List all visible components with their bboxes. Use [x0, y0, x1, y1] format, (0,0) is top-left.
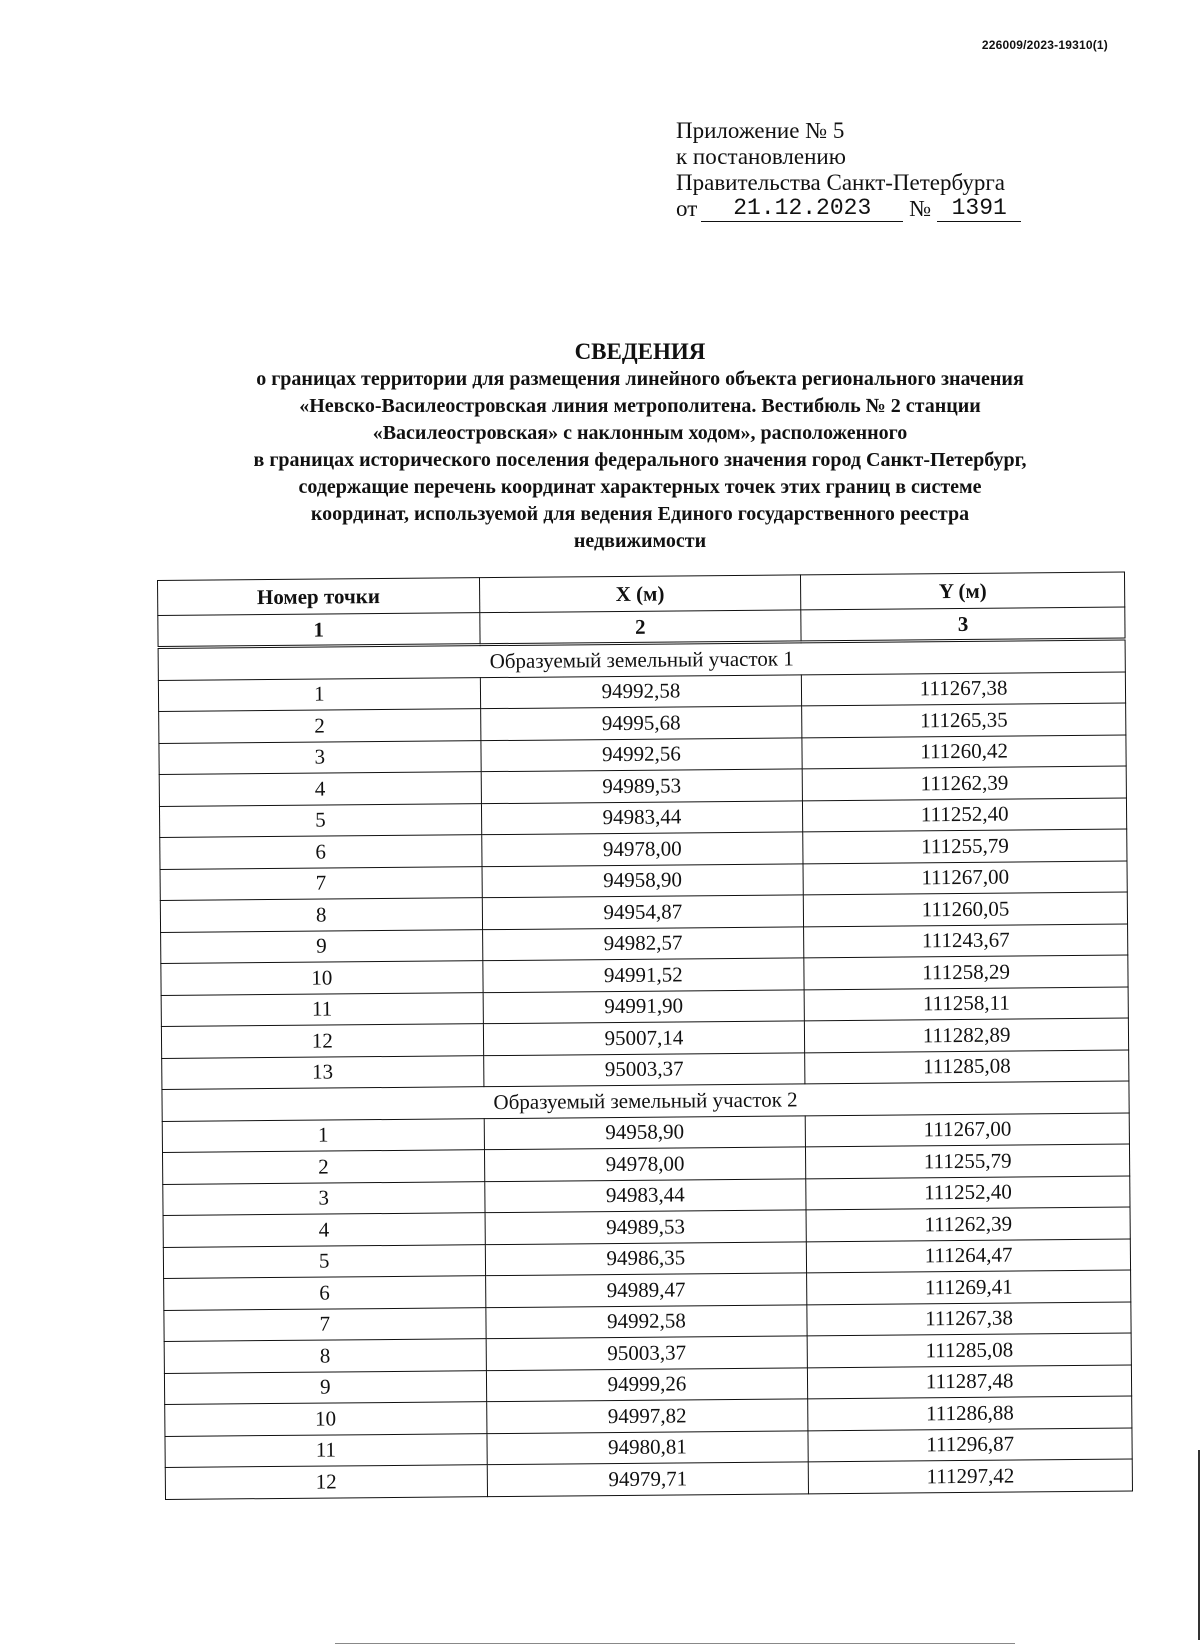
x-coordinate-cell: 94992,56	[480, 737, 802, 771]
appendix-line-2: к постановлению	[676, 144, 846, 169]
column-number: 1	[158, 613, 480, 648]
point-number-cell: 3	[163, 1181, 485, 1215]
y-coordinate-cell: 111255,79	[803, 829, 1127, 863]
header-x: X (м)	[479, 575, 801, 613]
title-main: СВЕДЕНИЯ	[574, 339, 706, 364]
y-coordinate-cell: 111282,89	[805, 1018, 1129, 1052]
x-coordinate-cell: 94989,53	[485, 1210, 807, 1244]
document-title	[150, 338, 1130, 555]
y-coordinate-cell: 111267,38	[807, 1302, 1131, 1336]
x-coordinate-cell: 94978,00	[481, 832, 803, 866]
point-number-cell: 11	[161, 992, 483, 1026]
title-line: координат, используемой для ведения Единого государственного реестра	[310, 503, 970, 525]
y-coordinate-cell: 111267,00	[805, 1113, 1129, 1147]
appendix-block	[676, 118, 1036, 222]
point-number-cell: 2	[162, 1150, 484, 1184]
x-coordinate-cell: 94986,35	[485, 1241, 807, 1275]
x-coordinate-cell: 94991,90	[483, 989, 805, 1023]
point-number-cell: 7	[164, 1307, 486, 1341]
point-number-cell: 2	[159, 709, 481, 743]
coordinates-table	[157, 572, 1133, 1500]
point-number-cell: 4	[159, 772, 481, 806]
y-coordinate-cell: 111286,88	[808, 1396, 1132, 1430]
point-number-cell: 8	[164, 1339, 486, 1373]
number-label: №	[909, 196, 932, 221]
y-coordinate-cell: 111265,35	[802, 703, 1126, 737]
point-number-cell: 8	[160, 898, 482, 932]
y-coordinate-cell: 111255,79	[806, 1144, 1130, 1178]
title-line: о границах территории для размещения линейного объекта регионального значения	[256, 368, 1024, 390]
appendix-line-1: Приложение № 5	[676, 118, 845, 143]
appendix-line-3: Правительства Санкт-Петербурга	[676, 170, 1005, 195]
point-number-cell: 9	[164, 1370, 486, 1404]
x-coordinate-cell: 94983,44	[484, 1178, 806, 1212]
y-coordinate-cell: 111243,67	[804, 924, 1128, 958]
x-coordinate-cell: 94954,87	[482, 895, 804, 929]
header-point-number: Номер точки	[158, 578, 480, 616]
x-coordinate-cell: 94989,53	[481, 769, 803, 803]
x-coordinate-cell: 94995,68	[480, 706, 802, 740]
point-number-cell: 1	[162, 1118, 484, 1152]
y-coordinate-cell: 111252,40	[806, 1176, 1130, 1210]
y-coordinate-cell: 111297,42	[808, 1459, 1132, 1493]
y-coordinate-cell: 111267,38	[802, 672, 1126, 706]
x-coordinate-cell: 94997,82	[486, 1399, 808, 1433]
x-coordinate-cell: 94991,52	[482, 958, 804, 992]
y-coordinate-cell: 111269,41	[807, 1270, 1131, 1304]
header-y: Y (м)	[801, 572, 1125, 610]
y-coordinate-cell: 111287,48	[808, 1365, 1132, 1399]
x-coordinate-cell: 95003,37	[486, 1336, 808, 1370]
y-coordinate-cell: 111260,05	[804, 892, 1128, 926]
section-title: Образуемый земельный участок 1	[158, 639, 1125, 680]
column-number: 3	[801, 607, 1125, 642]
y-coordinate-cell: 111264,47	[807, 1239, 1131, 1273]
decree-number: 1391	[937, 197, 1021, 222]
point-number-cell: 5	[159, 803, 481, 837]
title-line: содержащие перечень координат характерных точек этих границ в системе	[298, 476, 982, 498]
y-coordinate-cell: 111258,29	[804, 955, 1128, 989]
y-coordinate-cell: 111262,39	[802, 766, 1126, 800]
y-coordinate-cell: 111285,08	[807, 1333, 1131, 1367]
table-body	[158, 639, 1132, 1499]
x-coordinate-cell: 94958,90	[482, 863, 804, 897]
point-number-cell: 6	[164, 1276, 486, 1310]
point-number-cell: 1	[158, 677, 480, 711]
x-coordinate-cell: 95007,14	[483, 1021, 805, 1055]
x-coordinate-cell: 94999,26	[486, 1367, 808, 1401]
title-line: в границах исторического поселения федерального значения город Санкт-Петербург,	[253, 449, 1027, 471]
title-line: «Невско-Василеостровская линия метрополитена. Вестибюль № 2 станции	[299, 395, 981, 417]
document-registration-number: 226009/2023-19310(1)	[981, 38, 1108, 52]
y-coordinate-cell: 111285,08	[805, 1050, 1129, 1084]
point-number-cell: 13	[162, 1055, 484, 1089]
x-coordinate-cell: 95003,37	[483, 1052, 805, 1086]
x-coordinate-cell: 94989,47	[485, 1273, 807, 1307]
decree-date: 21.12.2023	[701, 197, 903, 222]
x-coordinate-cell: 94979,71	[487, 1462, 809, 1496]
y-coordinate-cell: 111252,40	[803, 798, 1127, 832]
point-number-cell: 9	[161, 929, 483, 963]
x-coordinate-cell: 94958,90	[484, 1115, 806, 1149]
y-coordinate-cell: 111260,42	[802, 735, 1126, 769]
point-number-cell: 11	[165, 1433, 487, 1467]
x-coordinate-cell: 94983,44	[481, 800, 803, 834]
x-coordinate-cell: 94980,81	[487, 1430, 809, 1464]
x-coordinate-cell: 94992,58	[485, 1304, 807, 1338]
point-number-cell: 3	[159, 740, 481, 774]
scan-bottom-edge	[335, 1643, 1015, 1644]
section-title: Образуемый земельный участок 2	[162, 1081, 1129, 1121]
y-coordinate-cell: 111267,00	[803, 861, 1127, 895]
y-coordinate-cell: 111262,39	[806, 1207, 1130, 1241]
y-coordinate-cell: 111258,11	[804, 987, 1128, 1021]
decree-date-number-row	[676, 196, 1036, 222]
title-line: недвижимости	[573, 530, 707, 552]
column-number: 2	[479, 610, 801, 645]
point-number-cell: 12	[165, 1465, 487, 1499]
point-number-cell: 6	[160, 835, 482, 869]
point-number-cell: 10	[165, 1402, 487, 1436]
title-line: «Василеостровская» с наклонным ходом», расположенного	[372, 422, 908, 444]
x-coordinate-cell: 94978,00	[484, 1147, 806, 1181]
point-number-cell: 10	[161, 961, 483, 995]
y-coordinate-cell: 111296,87	[808, 1428, 1132, 1462]
point-number-cell: 4	[163, 1213, 485, 1247]
point-number-cell: 12	[161, 1024, 483, 1058]
from-label: от	[676, 196, 698, 221]
x-coordinate-cell: 94992,58	[480, 674, 802, 708]
point-number-cell: 7	[160, 866, 482, 900]
x-coordinate-cell: 94982,57	[482, 926, 804, 960]
point-number-cell: 5	[163, 1244, 485, 1278]
